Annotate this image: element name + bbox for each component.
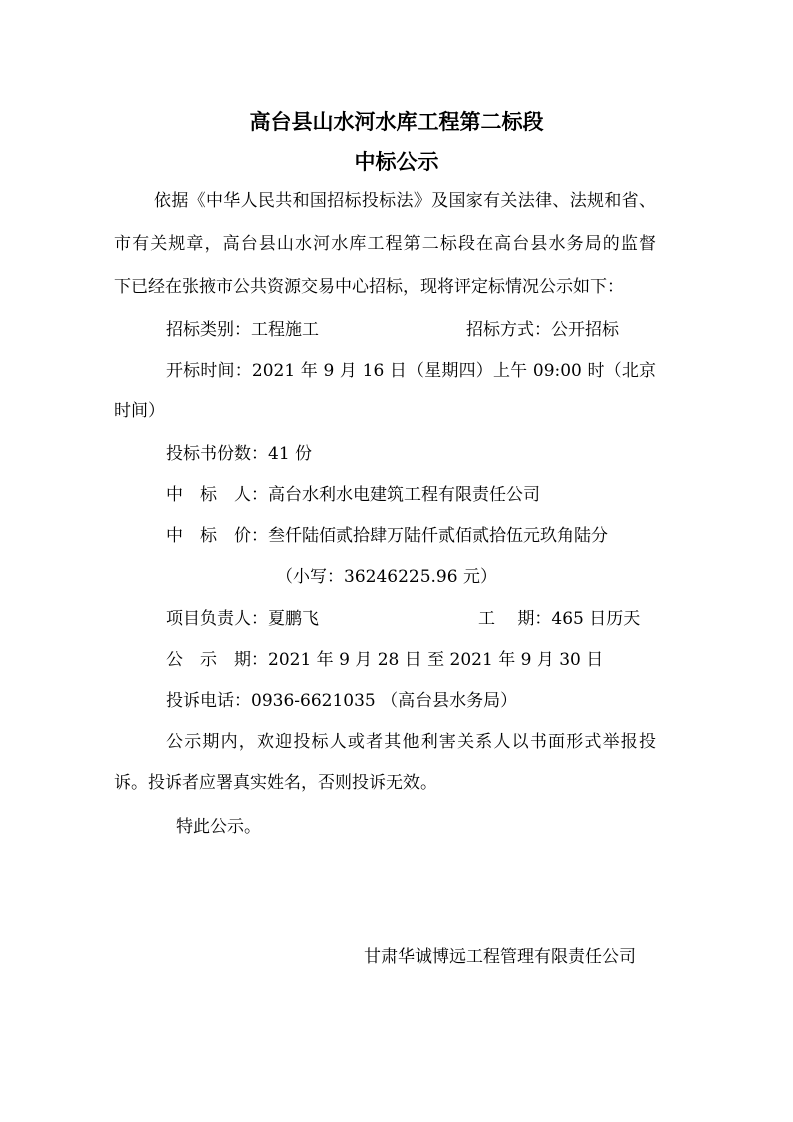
complaint-phone: 投诉电话：0936-6621035 （高台县水务局） bbox=[166, 691, 518, 711]
winner-label: 中 标 人： bbox=[166, 485, 268, 505]
price-value: 叁仟陆佰贰拾肆万陆仟贰佰贰拾伍元玖角陆分 bbox=[268, 526, 608, 546]
signature-company: 甘肃华诚博远工程管理有限责任公司 bbox=[364, 947, 636, 967]
document-title: 高台县山水河水库工程第二标段 bbox=[249, 109, 544, 134]
project-manager: 项目负责人：夏鹏飞 bbox=[166, 609, 319, 629]
document-subtitle: 中标公示 bbox=[354, 149, 439, 174]
intro-line-2: 市有关规章，高台县山水河水库工程第二标段在高台县水务局的监督 bbox=[114, 234, 656, 254]
intro-line-1: 依据《中华人民共和国招标投标法》及国家有关法律、法规和省、 bbox=[154, 191, 656, 211]
publicity-period-row bbox=[166, 649, 603, 671]
publicity-period-value: 2021 年 9 月 28 日 至 2021 年 9 月 30 日 bbox=[268, 650, 604, 670]
price-row bbox=[166, 525, 608, 547]
opening-time-line-2: 时间） bbox=[114, 401, 165, 421]
opening-time-line-1: 开标时间：2021 年 9 月 16 日（星期四）上午 09:00 时（北京 bbox=[166, 361, 656, 381]
tender-category: 招标类别：工程施工 bbox=[166, 320, 319, 340]
publicity-period-label: 公 示 期： bbox=[166, 650, 268, 670]
intro-line-3: 下已经在张掖市公共资源交易中心招标，现将评定标情况公示如下： bbox=[114, 277, 624, 297]
winner-value: 高台水利水电建筑工程有限责任公司 bbox=[268, 485, 540, 505]
notice-line-2: 诉。投诉者应署真实姓名，否则投诉无效。 bbox=[114, 773, 437, 793]
price-label: 中 标 价： bbox=[166, 526, 268, 546]
tender-method: 招标方式：公开招标 bbox=[466, 320, 619, 340]
construction-duration: 工 期：465 日历天 bbox=[478, 609, 641, 629]
price-small: （小写：36246225.96 元） bbox=[276, 567, 497, 587]
bid-count: 投标书份数：41 份 bbox=[166, 444, 313, 464]
winner-row bbox=[166, 484, 540, 506]
notice-line-1: 公示期内，欢迎投标人或者其他利害关系人以书面形式举报投 bbox=[166, 732, 656, 752]
closing-text: 特此公示。 bbox=[176, 817, 261, 837]
